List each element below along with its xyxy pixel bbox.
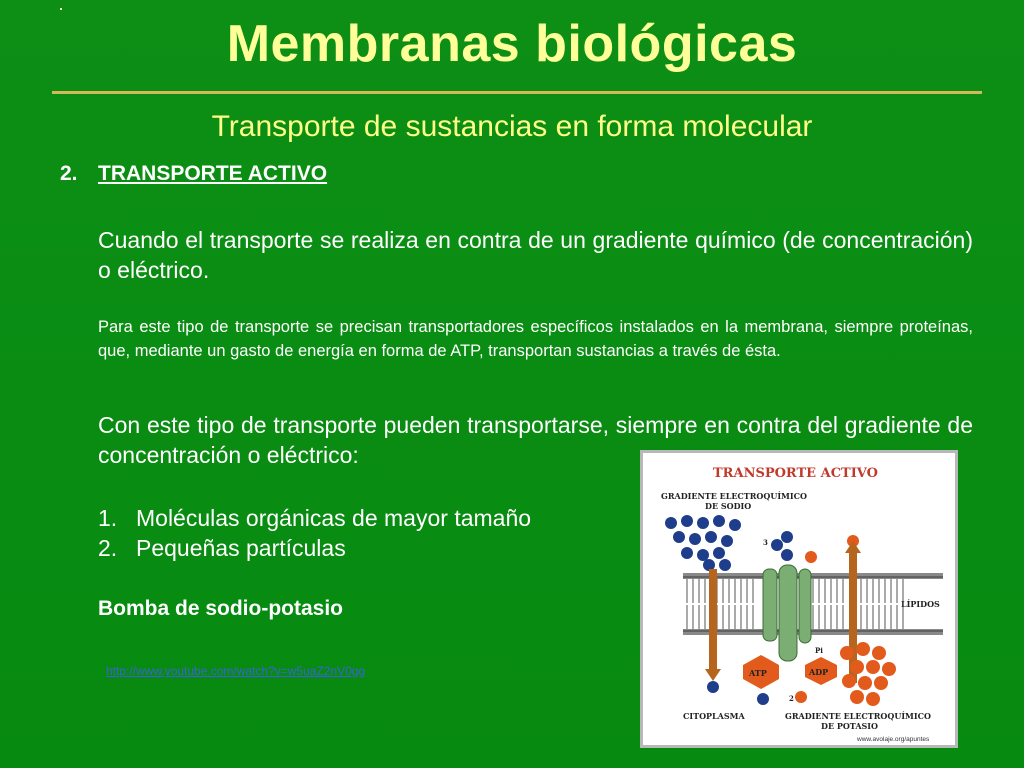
potassium-gradient-label-2: DE POTASIO	[821, 721, 879, 731]
sodium-ion	[757, 693, 769, 705]
sodium-arrow	[705, 569, 721, 681]
pump-heading: Bomba de sodio-potasio	[98, 597, 344, 620]
figure-title: TRANSPORTE ACTIVO	[713, 466, 878, 481]
paragraph-what-is-transported: Con este tipo de transporte pueden transportarse, siempre en contra del gradiente de concentración o eléctrico:	[98, 412, 973, 468]
title-divider	[52, 91, 982, 94]
cytoplasm-label: CITOPLASMA	[683, 711, 745, 721]
list-item: 2. Pequeñas partículas	[98, 535, 346, 561]
slide-title: Membranas biológicas	[226, 15, 798, 73]
transport-list	[98, 503, 531, 563]
lipids-label: LÍPIDOS	[901, 599, 940, 609]
atp-molecule	[743, 655, 779, 689]
sodium-gradient-label-2: DE SODIO	[705, 501, 752, 511]
slide-subtitle: Transporte de sustancias en forma molecular	[211, 110, 813, 143]
potassium-ion	[795, 691, 807, 703]
active-transport-diagram	[643, 453, 955, 745]
list-item: 1. Moléculas orgánicas de mayor tamaño	[98, 505, 532, 531]
section-heading: TRANSPORTE ACTIVO	[98, 162, 328, 185]
video-link[interactable]: http://www.youtube.com/watch?v=w5uaZ2nV0gg	[106, 664, 366, 678]
svg-text:ADP: ADP	[809, 667, 829, 677]
sodium-count: 3	[763, 538, 768, 547]
sodium-gradient-label-1: GRADIENTE ELECTROQUÍMICO	[661, 491, 807, 501]
sodium-ion	[707, 681, 719, 693]
paragraph-definition: Cuando el transporte se realiza en contra de un gradiente químico (de concentración) o eléctrico.	[98, 227, 973, 283]
sodium-potassium-pump	[763, 565, 811, 661]
section-number: 2.	[60, 162, 78, 185]
sodium-ions-outside	[665, 515, 741, 571]
corner-mark	[60, 8, 62, 10]
svg-text:ATP: ATP	[749, 668, 767, 678]
adp-molecule	[805, 657, 837, 685]
potassium-gradient-label-1: GRADIENTE ELECTROQUÍMICO	[785, 711, 931, 721]
potassium-ions-inside	[840, 642, 896, 706]
paragraph-transporters: Para este tipo de transporte se precisan transportadores específicos instalados en la membrana, siempre proteínas, que, mediante un gasto de energía en forma de ATP, transportan sustancias a través de ésta.	[98, 318, 973, 360]
potassium-count: 2	[789, 694, 794, 703]
source-label: www.avolaje.org/apuntes	[857, 736, 930, 743]
phosphate-label: Pi	[815, 646, 823, 655]
potassium-ion	[805, 551, 817, 563]
active-transport-figure	[640, 450, 958, 748]
